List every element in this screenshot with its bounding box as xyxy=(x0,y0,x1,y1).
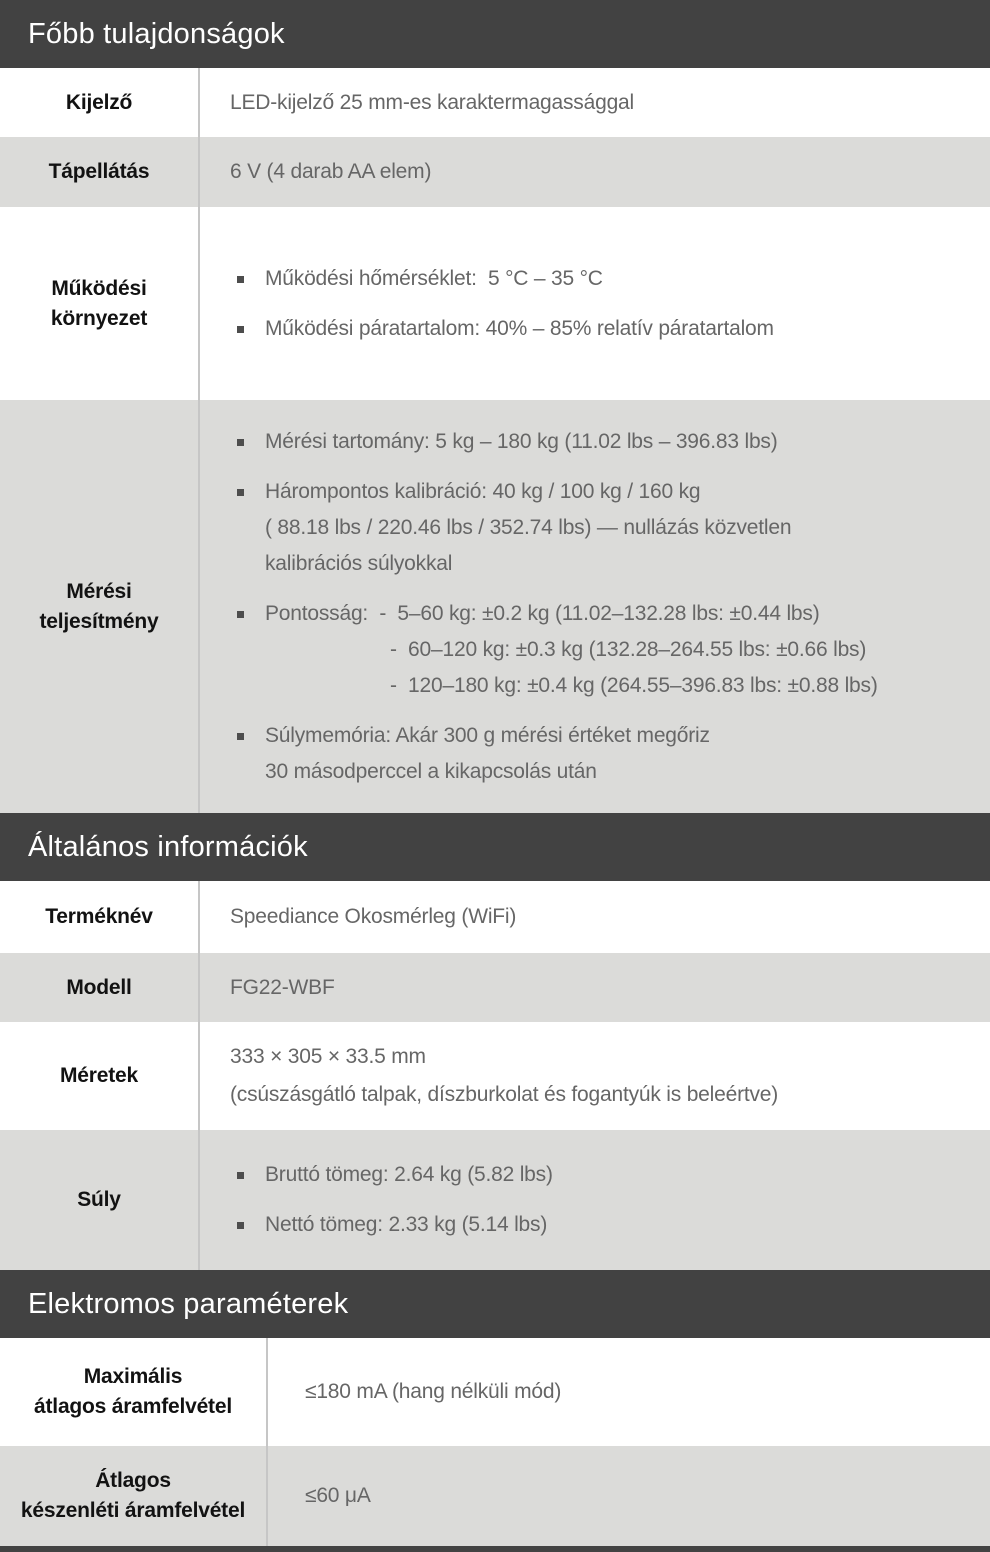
row-label: Terméknév xyxy=(45,905,153,928)
row-value: ≤60 μA xyxy=(305,1484,371,1507)
bullet-text: - 120–180 kg: ±0.4 kg (264.55–396.83 lbs: ±0.88 lbs) xyxy=(390,673,878,697)
bullet-text: Bruttó tömeg: 2.64 kg (5.82 lbs) xyxy=(265,1163,553,1186)
row-value-cell xyxy=(200,881,990,953)
row-value-cell xyxy=(268,1338,990,1446)
section-title: Főbb tulajdonságok xyxy=(28,17,285,50)
row-value: LED-kijelző 25 mm-es karaktermagassággal xyxy=(230,90,634,114)
bullet-square-icon xyxy=(237,733,244,740)
row-label-cell xyxy=(0,68,200,137)
row-value: 333 × 305 × 33.5 mm xyxy=(230,1045,426,1068)
row-value-cell xyxy=(200,207,990,400)
next-section-header-partial xyxy=(0,1546,990,1552)
section-general-info xyxy=(0,813,990,1270)
row-value-cell xyxy=(200,68,990,137)
bullet-text: Mérési tartomány: 5 kg – 180 kg (11.02 lbs – 396.83 lbs) xyxy=(265,429,778,453)
row-label: környezet xyxy=(50,306,148,330)
row-operating-environment xyxy=(0,207,990,400)
row-label: Mérési xyxy=(66,579,132,603)
section-header-electrical-parameters xyxy=(0,1270,990,1338)
row-value-cell xyxy=(200,400,990,813)
row-label: átlagos áramfelvétel xyxy=(34,1395,232,1418)
row-label: Átlagos xyxy=(95,1469,171,1492)
row-label: teljesítmény xyxy=(39,609,159,633)
row-label-cell xyxy=(0,1446,268,1546)
bullet-text: Működési hőmérséklet: 5 °C – 35 °C xyxy=(265,266,603,290)
bullet-text: Hárompontos kalibráció: 40 kg / 100 kg / 160 kg xyxy=(265,479,701,503)
row-weight xyxy=(0,1130,990,1270)
row-power-supply xyxy=(0,137,990,207)
row-label: készenléti áramfelvétel xyxy=(20,1499,246,1522)
row-value-cell xyxy=(200,953,990,1022)
row-label: Működési xyxy=(51,276,147,300)
row-value: (csúszásgátló talpak, díszburkolat és fogantyúk is beleértve) xyxy=(230,1083,779,1106)
bullet-square-icon xyxy=(237,489,244,496)
row-label-cell xyxy=(0,881,200,953)
section-title: Elektromos paraméterek xyxy=(28,1287,349,1320)
row-label-cell xyxy=(0,1338,268,1446)
row-label: Méretek xyxy=(60,1064,138,1087)
section-header-main-features xyxy=(0,0,990,68)
bullet-item xyxy=(200,1207,990,1243)
bullet-text: kalibrációs súlyokkal xyxy=(265,551,453,575)
bullet-square-icon xyxy=(237,439,244,446)
bullet-text: Működési páratartalom: 40% – 85% relatív páratartalom xyxy=(265,316,774,340)
row-value-cell xyxy=(200,1130,990,1270)
row-dimensions xyxy=(0,1022,990,1130)
bullet-square-icon xyxy=(237,326,244,333)
bullet-square-icon xyxy=(237,1222,244,1229)
bullet-item xyxy=(200,424,990,460)
row-value: 6 V (4 darab AA elem) xyxy=(230,160,432,183)
bullet-square-icon xyxy=(237,1172,244,1179)
bullet-square-icon xyxy=(237,276,244,283)
bullet-item xyxy=(200,596,990,704)
row-label: Tápellátás xyxy=(48,160,150,183)
bullet-text: Pontosság: - 5–60 kg: ±0.2 kg (11.02–132.28 lbs: ±0.44 lbs) xyxy=(265,601,820,625)
row-label-cell xyxy=(0,400,200,813)
bullet-text: Súlymemória: Akár 300 g mérési értéket megőriz xyxy=(265,723,710,747)
row-model xyxy=(0,953,990,1022)
row-max-average-current xyxy=(0,1338,990,1446)
bullet-text: Nettó tömeg: 2.33 kg (5.14 lbs) xyxy=(265,1213,548,1236)
section-header-general-info xyxy=(0,813,990,881)
section-title: Általános információk xyxy=(28,830,308,863)
row-label-cell xyxy=(0,207,200,400)
row-label-cell xyxy=(0,1022,200,1130)
bullet-item xyxy=(200,1157,990,1193)
bullet-item xyxy=(200,261,990,297)
row-label: Kijelző xyxy=(65,90,133,114)
row-value-cell xyxy=(200,137,990,207)
bullet-item xyxy=(200,311,990,347)
row-product-name xyxy=(0,881,990,953)
row-value-cell xyxy=(200,1022,990,1130)
row-label-cell xyxy=(0,1130,200,1270)
bullet-text: - 60–120 kg: ±0.3 kg (132.28–264.55 lbs: ±0.66 lbs) xyxy=(390,637,867,661)
row-label: Súly xyxy=(77,1188,121,1211)
row-label-cell xyxy=(0,137,200,207)
bullet-item xyxy=(200,718,990,790)
row-value-cell xyxy=(268,1446,990,1546)
row-display xyxy=(0,68,990,137)
row-average-standby-current xyxy=(0,1446,990,1546)
row-value: Speediance Okosmérleg (WiFi) xyxy=(230,905,517,928)
bullet-square-icon xyxy=(237,611,244,618)
bullet-item xyxy=(200,474,990,582)
row-label: Modell xyxy=(66,975,132,999)
bullet-text: ( 88.18 lbs / 220.46 lbs / 352.74 lbs) — nullázás közvetlen xyxy=(265,515,792,539)
bullet-text: 30 másodperccel a kikapcsolás után xyxy=(265,759,597,783)
row-value: FG22-WBF xyxy=(230,975,335,999)
row-measuring-performance xyxy=(0,400,990,813)
section-electrical-parameters xyxy=(0,1270,990,1546)
row-value: ≤180 mA (hang nélküli mód) xyxy=(305,1380,562,1403)
row-label: Maximális xyxy=(83,1365,183,1388)
row-label-cell xyxy=(0,953,200,1022)
